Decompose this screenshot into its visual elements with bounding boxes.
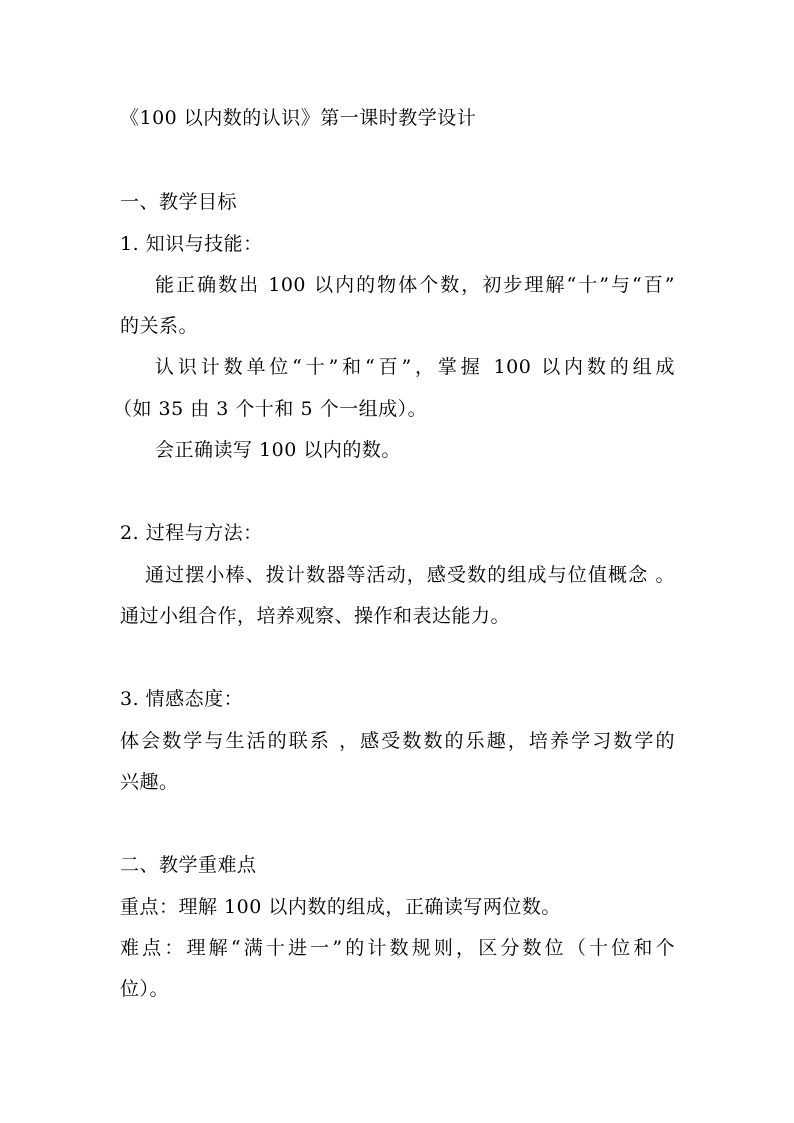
- subheading-process-methods: 2. 过程与方法：: [120, 522, 263, 544]
- document-title: 《100 以内数的认识》第一课时教学设计: [120, 107, 477, 129]
- paragraph-line: （如 35 由 3 个十和 5 个一组成）。: [113, 398, 428, 420]
- section-heading-objectives: 一、教学目标: [120, 191, 238, 213]
- paragraph-line: 体会数学与生活的联系 ，感受数数的乐趣，培养学习数学的: [120, 730, 675, 752]
- paragraph-line: 会正确读写 100 以内的数。: [155, 439, 401, 461]
- difficulty-line: 位）。: [120, 978, 170, 1000]
- subheading-emotional-attitude: 3. 情感态度：: [120, 688, 244, 710]
- section-heading-key-difficult-points: 二、教学重难点: [120, 854, 257, 876]
- paragraph-line: 认识计数单位“十”和“百”，掌握 100 以内数的组成: [155, 356, 675, 378]
- paragraph-line: 的关系。: [120, 315, 199, 337]
- subheading-knowledge-skills: 1. 知识与技能：: [120, 233, 263, 255]
- key-point-line: 重点：理解 100 以内数的组成，正确读写两位数。: [120, 896, 561, 918]
- paragraph-line: 通过小组合作，培养观察、操作和表达能力。: [120, 605, 511, 627]
- paragraph-line: 通过摆小棒、拨计数器等活动，感受数的组成与位值概念 。: [145, 564, 675, 586]
- paragraph-line: 兴趣。: [120, 771, 179, 793]
- paragraph-line: 能正确数出 100 以内的物体个数，初步理解“十”与“百”: [155, 274, 675, 296]
- difficulty-line: 难点：理解“满十进一”的计数规则，区分数位（十位和个: [120, 937, 675, 959]
